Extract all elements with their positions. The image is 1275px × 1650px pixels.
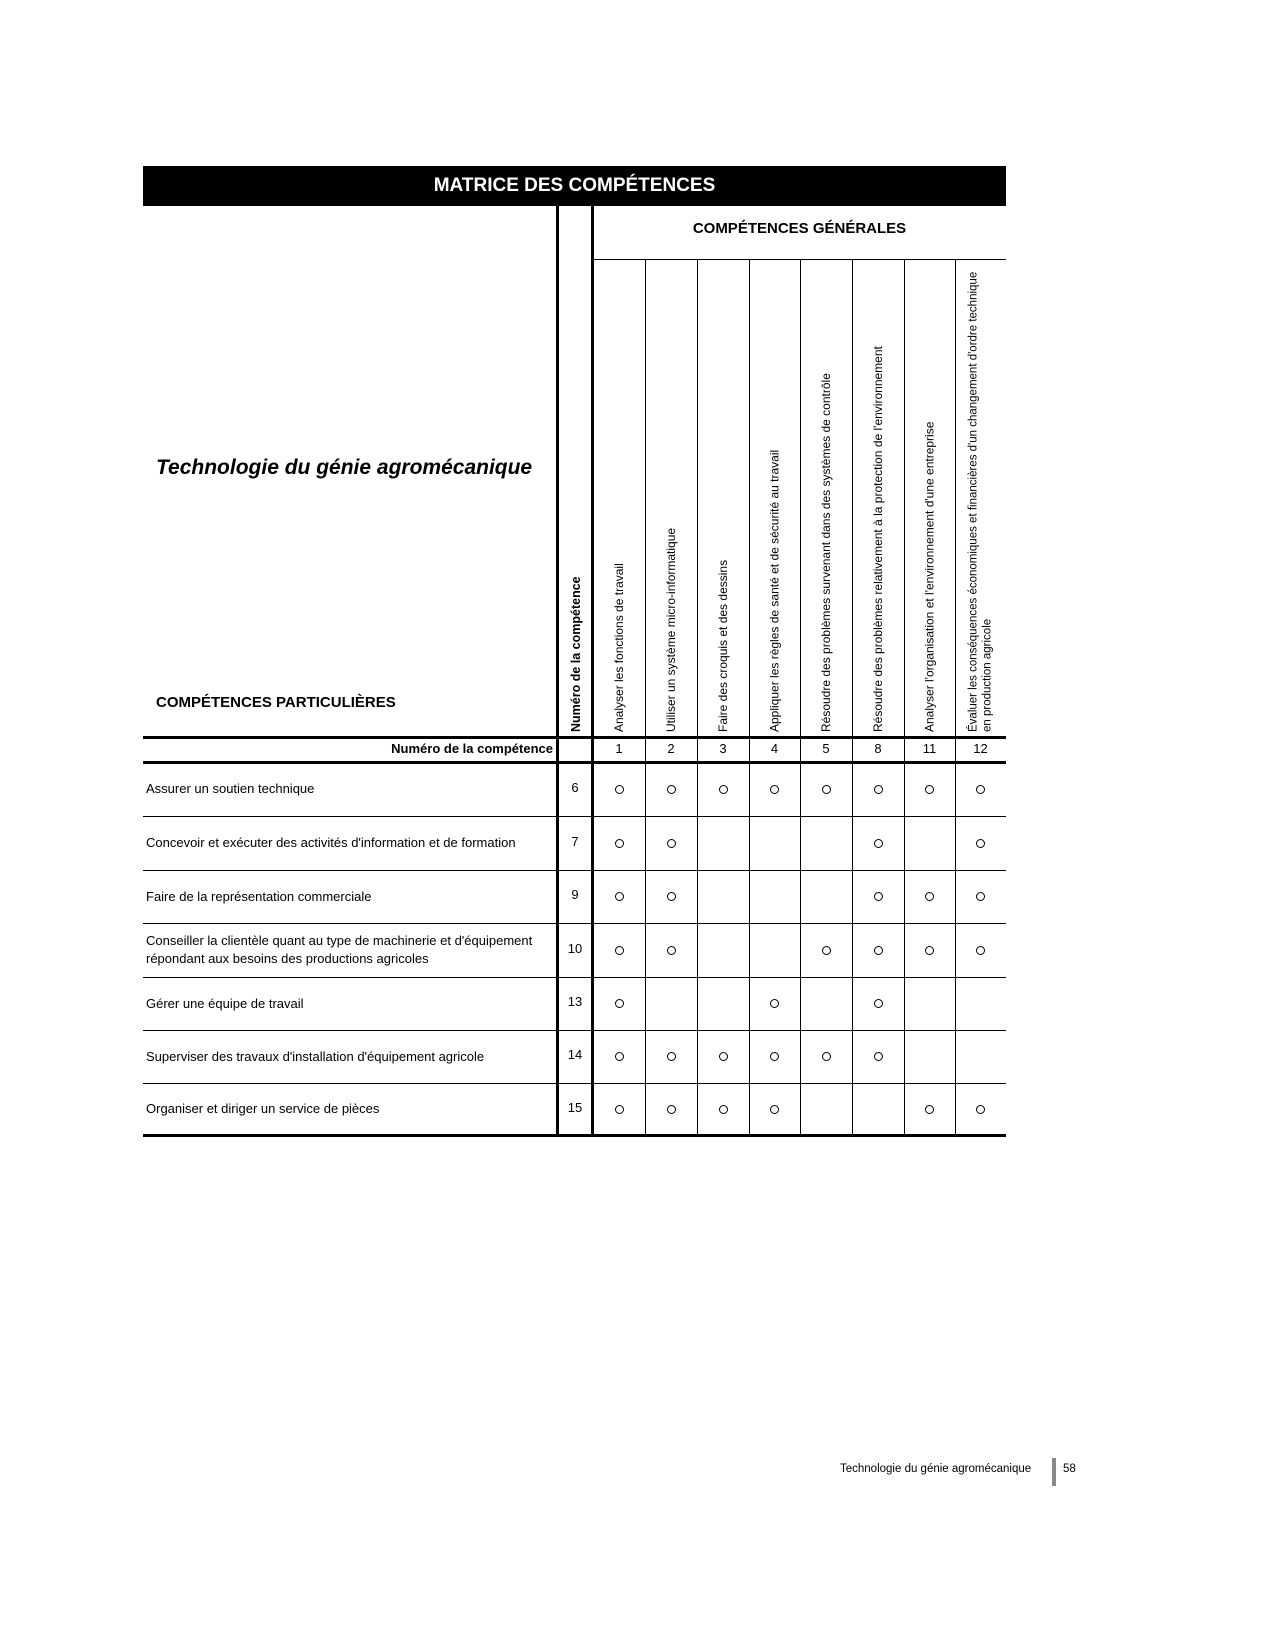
general-competency-number: 11 (922, 741, 937, 756)
general-competency-label: Faire des croquis et des dessins (716, 559, 730, 732)
particular-competency-number: 14 (567, 1047, 583, 1062)
competency-link-mark (874, 1052, 883, 1061)
general-competency-number: 1 (615, 741, 623, 756)
general-competency-number: 2 (667, 741, 675, 756)
general-competency-label: Résoudre des problèmes relativement à la protection de l'environnement (871, 346, 885, 732)
general-competency-label: Appliquer les règles de santé et de sécurité au travail (767, 449, 782, 732)
competency-link-mark (976, 1105, 985, 1114)
competency-link-mark (976, 946, 985, 955)
general-competencies-heading: COMPÉTENCES GÉNÉRALES (692, 220, 907, 237)
competency-link-mark (925, 892, 934, 901)
competency-link-mark (874, 946, 883, 955)
general-competency-header (959, 262, 1002, 732)
competency-link-mark (667, 892, 676, 901)
competency-link-mark (822, 1052, 831, 1061)
program-title: Technologie du génie agromécanique (156, 456, 533, 479)
general-competency-number: 3 (719, 741, 727, 756)
competency-link-mark (667, 785, 676, 794)
competency-link-mark (667, 839, 676, 848)
competency-link-mark (874, 785, 883, 794)
competency-link-mark (874, 999, 883, 1008)
competency-link-mark (822, 785, 831, 794)
column-divider (904, 260, 905, 1136)
column-divider (800, 260, 801, 1136)
general-competency-header (597, 262, 641, 732)
competency-link-mark (719, 785, 728, 794)
footer-divider (1052, 1458, 1056, 1486)
particular-competency-label: Superviser des travaux d'installation d'équipement agricole (146, 1048, 485, 1064)
particular-competency-number: 7 (571, 833, 579, 849)
general-competency-number: 4 (770, 741, 779, 756)
table-bottom-rule (143, 1134, 1006, 1137)
general-competency-header (649, 262, 693, 732)
general-competency-number: 12 (973, 741, 988, 756)
particular-competency-label: Faire de la représentation commerciale (146, 888, 372, 904)
matrix-title: MATRICE DES COMPÉTENCES (143, 166, 1006, 206)
general-competency-header (856, 262, 900, 732)
competency-link-mark (667, 946, 676, 955)
general-competency-label: Analyser l'organisation et l'environnement d'une entreprise (922, 421, 937, 732)
competency-link-mark (615, 1052, 624, 1061)
competency-link-mark (719, 1105, 728, 1114)
particular-competency-label: Gérer une équipe de travail (146, 995, 304, 1011)
general-competency-header (753, 262, 796, 732)
general-competency-label: Utiliser un système micro-informatique (664, 527, 678, 732)
general-competency-number: 5 (822, 741, 830, 756)
competency-link-mark (770, 1105, 779, 1114)
competency-link-mark (615, 892, 624, 901)
competency-link-mark (615, 946, 624, 955)
particular-competencies-heading: COMPÉTENCES PARTICULIÈRES (156, 694, 396, 711)
competency-link-mark (615, 785, 624, 794)
column-divider (749, 260, 750, 1136)
general-competency-header (804, 262, 848, 732)
particular-competency-label: Organiser et diriger un service de pièces (146, 1101, 380, 1116)
competency-link-mark (719, 1052, 728, 1061)
footer-title: Technologie du génie agromécanique (840, 1463, 1032, 1475)
particular-competency-label: Assurer un soutien technique (146, 781, 315, 796)
competency-link-mark (874, 839, 883, 848)
competency-link-mark (615, 839, 624, 848)
competency-link-mark (667, 1052, 676, 1061)
competency-link-mark (615, 999, 624, 1008)
general-competency-label: Analyser les fonctions de travail (612, 563, 626, 732)
particular-competency-label: Conseiller la clientèle quant au type de machinerie et d'équipement répondant aux besoins des productions agricoles (146, 933, 533, 966)
competency-link-mark (976, 839, 985, 848)
column-divider (645, 260, 646, 1136)
column-divider (852, 260, 853, 1136)
competency-link-mark (925, 946, 934, 955)
competency-link-mark (976, 785, 985, 794)
competency-link-mark (770, 999, 779, 1008)
particular-competency-label: Concevoir et exécuter des activités d'information et de formation (146, 835, 516, 850)
name-column-rule (556, 206, 559, 1136)
competency-link-mark (822, 946, 831, 955)
column-divider (955, 260, 956, 1136)
particular-competency-number: 13 (567, 994, 583, 1009)
competency-link-mark (925, 1105, 934, 1114)
particular-competency-number: 6 (571, 779, 579, 795)
general-competency-label: Évaluer les conséquences économiques et financières d'un changement d'ordre technique en production agricole (967, 271, 994, 732)
competency-link-mark (770, 785, 779, 794)
competency-link-mark (976, 892, 985, 901)
column-divider (697, 260, 698, 1136)
competency-link-mark (770, 1052, 779, 1061)
general-competency-header (908, 262, 951, 732)
competency-number-header (562, 262, 590, 732)
competency-link-mark (615, 1105, 624, 1114)
general-competency-number: 8 (874, 741, 882, 756)
particular-competency-number: 10 (567, 940, 583, 956)
header-bottom-rule (143, 736, 1006, 739)
competency-link-mark (925, 785, 934, 794)
number-column-rule (591, 206, 594, 1136)
particular-competency-number: 9 (571, 887, 579, 902)
competency-number-header-text: Numéro de la compétence (569, 576, 583, 732)
general-competency-label: Résoudre des problèmes survenant dans des systèmes de contrôle (819, 373, 833, 732)
general-competency-header (701, 262, 745, 732)
competency-link-mark (667, 1105, 676, 1114)
particular-competency-number: 15 (567, 1099, 583, 1115)
page-number: 58 (1063, 1463, 1076, 1475)
competency-link-mark (874, 892, 883, 901)
number-row-label: Numéro de la compétence (391, 741, 553, 756)
number-row-rule (143, 761, 1006, 764)
